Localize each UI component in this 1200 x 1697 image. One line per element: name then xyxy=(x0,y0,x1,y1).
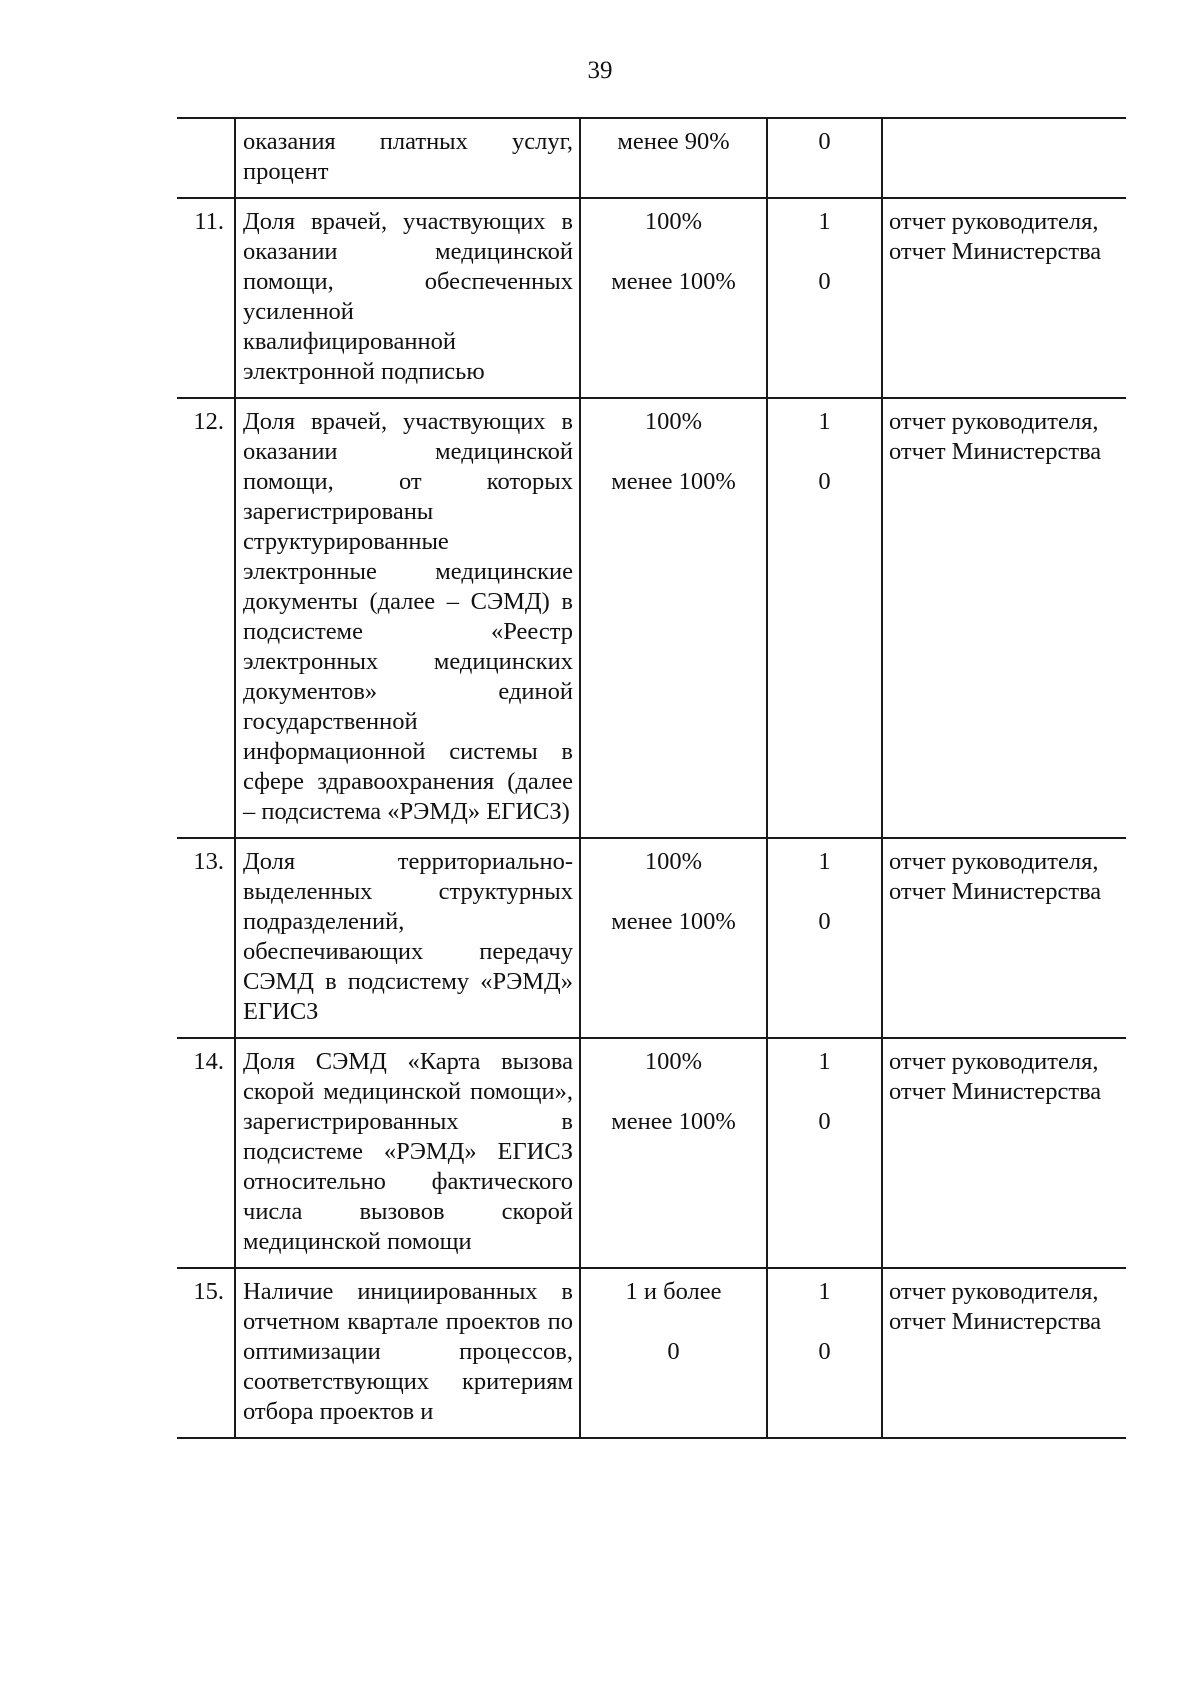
indicator-description: Доля СЭМД «Карта вызова скорой медицинской помощи», зарегистрированных в подсистеме «РЭМД» ЕГИСЗ относительно фактического числа вызовов скорой медицинской помощи xyxy=(235,1038,580,1268)
score-value: 1 xyxy=(818,208,831,235)
target-value: менее 100% xyxy=(611,468,736,495)
target-value: 100% xyxy=(644,848,703,875)
indicator-description: оказания платных услуг, процент xyxy=(235,118,580,198)
target-value: менее 100% xyxy=(611,908,736,935)
target-value: 100% xyxy=(644,408,703,435)
target-value: менее 100% xyxy=(611,268,736,295)
target-value: 100% xyxy=(644,1048,703,1075)
spacer xyxy=(585,1077,762,1107)
report-source-cell xyxy=(882,1268,1126,1438)
table-row xyxy=(177,1038,1126,1268)
spacer xyxy=(772,237,877,267)
target-value: 100% xyxy=(644,208,703,235)
report-source: отчет Министерства xyxy=(889,1308,1102,1335)
table-row xyxy=(177,838,1126,1038)
spacer xyxy=(585,237,762,267)
report-source: отчет руководителя, xyxy=(889,408,1099,435)
indicator-description: Доля врачей, участвующих в оказании медицинской помощи, от которых зарегистрированы структурированные электронные медицинские документы (далее – СЭМД) в подсистеме «Реестр электронных медицинских документов» единой государственной информационной системы в сфере здравоохранения (далее – подсистема «РЭМД» ЕГИСЗ) xyxy=(235,398,580,838)
report-source: отчет руководителя, xyxy=(889,1048,1099,1075)
target-value-cell xyxy=(580,1038,767,1268)
score-value: 1 xyxy=(818,1048,831,1075)
report-source: отчет руководителя, xyxy=(889,848,1099,875)
score-cell xyxy=(767,1038,882,1268)
spacer xyxy=(772,1307,877,1337)
score-value: 0 xyxy=(818,1338,831,1365)
criteria-table-body xyxy=(177,118,1126,1438)
report-source: отчет руководителя, xyxy=(889,1278,1099,1305)
table-row xyxy=(177,1268,1126,1438)
spacer xyxy=(585,437,762,467)
report-source: отчет руководителя, xyxy=(889,208,1099,235)
score-cell xyxy=(767,398,882,838)
report-source-cell xyxy=(882,398,1126,838)
row-number: 12. xyxy=(177,398,235,838)
report-source: отчет Министерства xyxy=(889,438,1102,465)
report-source: отчет Министерства xyxy=(889,878,1102,905)
score-cell xyxy=(767,198,882,398)
row-number: 11. xyxy=(177,198,235,398)
report-source-cell xyxy=(882,1038,1126,1268)
spacer xyxy=(585,877,762,907)
target-value-cell xyxy=(580,838,767,1038)
row-number xyxy=(177,118,235,198)
score-value: 0 xyxy=(818,908,831,935)
target-value-cell xyxy=(580,1268,767,1438)
spacer xyxy=(585,1307,762,1337)
spacer xyxy=(772,1077,877,1107)
score-value: 1 xyxy=(818,408,831,435)
report-source-cell xyxy=(882,838,1126,1038)
page-number: 39 xyxy=(587,57,613,84)
criteria-table xyxy=(177,117,1126,1439)
score-value: 0 xyxy=(818,268,831,295)
score-value: 1 xyxy=(818,848,831,875)
report-source: отчет Министерства xyxy=(889,1078,1102,1105)
target-value: 0 xyxy=(667,1338,680,1365)
table-row xyxy=(177,398,1126,838)
score-value: 0 xyxy=(818,1108,831,1135)
spacer xyxy=(772,877,877,907)
row-number: 15. xyxy=(177,1268,235,1438)
target-value-cell xyxy=(580,198,767,398)
table-row xyxy=(177,118,1126,198)
report-source-cell xyxy=(882,198,1126,398)
report-source: отчет Министерства xyxy=(889,238,1102,265)
indicator-description: Доля врачей, участвующих в оказании медицинской помощи, обеспеченных усиленной квалифицированной электронной подписью xyxy=(235,198,580,398)
table-row xyxy=(177,198,1126,398)
indicator-description: Доля территориально-выделенных структурных подразделений, обеспечивающих передачу СЭМД в подсистему «РЭМД» ЕГИСЗ xyxy=(235,838,580,1038)
score-cell xyxy=(767,838,882,1038)
target-value: менее 90% xyxy=(617,128,730,155)
target-value: 1 и более xyxy=(625,1278,722,1305)
score-value: 1 xyxy=(818,1278,831,1305)
score-value: 0 xyxy=(818,128,831,155)
indicator-description: Наличие инициированных в отчетном квартале проектов по оптимизации процессов, соответствующих критериям отбора проектов и xyxy=(235,1268,580,1438)
score-cell xyxy=(767,1268,882,1438)
target-value: менее 100% xyxy=(611,1108,736,1135)
target-value-cell xyxy=(580,398,767,838)
target-value-cell xyxy=(580,118,767,198)
score-value: 0 xyxy=(818,468,831,495)
row-number: 14. xyxy=(177,1038,235,1268)
spacer xyxy=(772,437,877,467)
report-source-cell xyxy=(882,118,1126,198)
row-number: 13. xyxy=(177,838,235,1038)
score-cell xyxy=(767,118,882,198)
